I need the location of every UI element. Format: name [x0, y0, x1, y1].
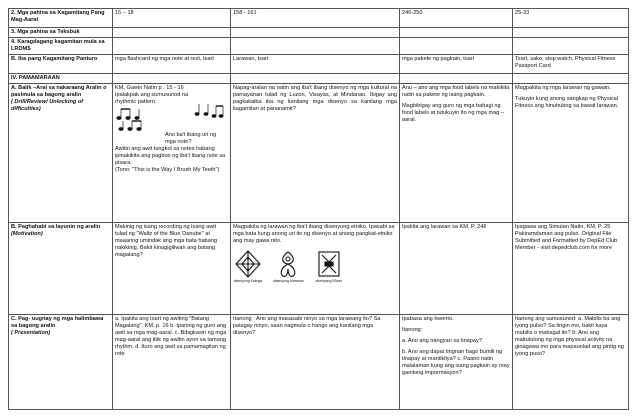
cell-day1: a. Ipakita ang tsart ng awiting "Batang Magalang". KM, p. 16 b. Iparinig ng guro ang awit sa mga mag-aaral. c. Bibigkasin ng mga mag-aaral ang titik ng awitin ayon sa tamang rhythm. d. Ituro ang awit sa pamamagitan ng rote	[113, 315, 231, 410]
cell-day4: 25-33	[513, 9, 629, 28]
food-labels-activity: Magbibigay ang guro ng mga bahagi ng food labels at tutukuyin ito ng mga mag – aaral.	[402, 103, 504, 123]
cell-day1: 15 – 18	[113, 9, 231, 28]
section-heading: IV. PAMAMARAAN	[9, 74, 113, 84]
story-question-bc: b. Ano ang dapat tingnan bago bumili ng tinapay at mantikilya? c. Paano natin malalaman kung ang isang pagkain ay may ganitong impormasyon?	[402, 349, 510, 376]
kalinga-design-icon	[233, 249, 263, 279]
cell-day2: Itanong : Ano ang masasabi ninyo sa mga larawang ito? Sa palagay ninyo, saan nagmula o hango ang kanilang mga disenyo?	[231, 315, 400, 410]
row-label-sub: (Motivation)	[11, 231, 43, 237]
row-label-sub: ( Drill/Review/ Unlocking of difficulties)	[11, 99, 84, 112]
row-kagamitang-pang-mag-aaral	[9, 9, 629, 28]
row-label: 3. Mga pahina sa Teksbuk	[9, 28, 113, 38]
cell-day1	[113, 84, 231, 223]
ethnic-design-instructions: Magpakita ng larawan ng iba't ibang disenyong etniko. Ipasabi sa mga bata kung anong uri ito ng disenyo at anong pangkat-etniko ang may gawa nito.	[233, 224, 395, 244]
cell-day2	[231, 223, 400, 315]
fitness-show-pictures: Magpakita ng mga larawan ng gawain.	[515, 85, 611, 91]
row-paghahabi	[9, 223, 629, 315]
row-balik-aral	[9, 84, 629, 223]
blaan-caption: disenyong B'laan	[315, 279, 343, 283]
story-ask: Itanong:	[402, 327, 423, 333]
row-pag-uugnay	[9, 315, 629, 410]
blaan-design-icon	[314, 249, 344, 279]
cell-day4	[513, 84, 629, 223]
kalinga-design	[233, 249, 263, 283]
row-label-main: A. Balik –Aral sa nakaraang Aralin o pasimula sa bagong aralin	[11, 85, 107, 98]
maranao-design	[273, 249, 304, 283]
cell-day4: Tsart, sako, stop watch, Physical Fitness Passport Card	[513, 55, 629, 74]
food-labels-question: Anu – ano ang mga food labels na makikita natin sa pakete ng isang pagkain.	[402, 85, 510, 98]
lesson-plan-document	[8, 8, 629, 410]
row-label: B. Iba pang Kagamitang Panturo	[9, 55, 113, 74]
row-label-main: C. Pag- uugnay ng mga halimbawa sa bagong aralin	[11, 316, 104, 329]
lesson-plan-table	[8, 8, 629, 410]
row-label	[9, 84, 113, 223]
cell-day4: Itanong ang sumusunod: a. Mabilis ba ang iyong pulso? Sa tingin mo, bakit kaya mabilis o mabagal ito? b. Ano ang maitutulong ng mga physical activity na ginagawa mo para mapaunlad ang pintig ng iyong puso?	[513, 315, 629, 410]
maranao-design-icon	[273, 249, 303, 279]
cell-day2: 158 - 161	[231, 9, 400, 28]
cell-day1: Makinig ng isang recording ng isang awit tulad ng "Waltz of the Blue Danube" at maaaring umindak ang mga bata habang nakikinig. Bakit kinagigiliwan ang batang magalang?	[113, 223, 231, 315]
row-label-sub: ( Presentation)	[11, 330, 51, 336]
cell-day1	[113, 28, 231, 38]
row-label: 4. Karagdagang kagamitan mula sa LRDMS	[9, 38, 113, 55]
drill-intro: KM, Gawin Natin p . 15 - 16 Ipalakpak ang sumusunod na rhythmic pattern.	[115, 85, 189, 105]
fitness-identify: Tukuyin kung anong sangkap ng Physical Fitness ang hinuhubog sa bawat larawan.	[515, 96, 619, 109]
row-teksbuk	[9, 28, 629, 38]
cell-day3: mga pakete ng pagkain, tsart	[400, 55, 513, 74]
drill-song-instructions: Awitin ang awit tungkol sa notes habang ipinakikita ang pagbuo ng iba't ibang note sa pisara.	[115, 146, 226, 166]
cell-day3: Ipakita ang larawan sa KM. P. 246	[400, 223, 513, 315]
cell-day4	[513, 74, 629, 84]
row-label: 2. Mga pahina sa Kagamitang Pang Mag-Aaral	[9, 9, 113, 28]
cell-day2: Napag-aralan na natin ang iba't ibang disenyo ng mga kultural na pamayanan tulad ng Luzon, Visayas, at Mindanao. Ibigay ang pagkakaiba iba ng kanilang mga disenyo sa kanilang mga kagamitan at pananamit?	[231, 84, 400, 223]
blaan-design	[314, 249, 344, 283]
row-lrdms	[9, 38, 629, 55]
story-question-a: a. Ano ang nangyari sa tinapay?	[402, 338, 482, 344]
cell-day1	[113, 38, 231, 55]
drill-song-tune: (Tono: "This is the Way I Brush My Teeth")	[115, 167, 220, 173]
music-notes-icon	[194, 98, 228, 120]
cell-day2	[231, 38, 400, 55]
cell-day3	[400, 38, 513, 55]
ethnic-design-images	[233, 249, 397, 283]
cell-day1	[113, 74, 231, 84]
cell-day2: Larawan, tsart	[231, 55, 400, 74]
cell-day4: Ipagawa ang Simulan Natin, KM, P. 25 Pakiramdaman ang pulso. Original File Submitted and Formatted by DepEd Club Member - visit depedclub.com for more	[513, 223, 629, 315]
row-label-main: B. Paghahabi sa layunin ng aralin	[11, 224, 101, 230]
maranao-caption: disenyong Maranao	[273, 279, 304, 283]
row-label	[9, 223, 113, 315]
cell-day1: mga flashcard ng mga note at rest, tsart	[113, 55, 231, 74]
cell-day3	[400, 74, 513, 84]
cell-day3	[400, 84, 513, 223]
cell-day3	[400, 28, 513, 38]
drill-question: Ano ba't ibang uri ng mga note?	[165, 132, 217, 145]
kalinga-caption: disenyong Kalinga	[233, 279, 263, 283]
story-instruction: Ipabasa ang kwento.	[402, 316, 454, 322]
quarter-notes-icon	[115, 108, 153, 132]
cell-day2	[231, 28, 400, 38]
cell-day3	[400, 315, 513, 410]
cell-day4	[513, 38, 629, 55]
row-pamamaraan	[9, 74, 629, 84]
cell-day3: 246-250	[400, 9, 513, 28]
cell-day4	[513, 28, 629, 38]
row-label	[9, 315, 113, 410]
row-iba-pang-kagamitan	[9, 55, 629, 74]
cell-day2	[231, 74, 400, 84]
